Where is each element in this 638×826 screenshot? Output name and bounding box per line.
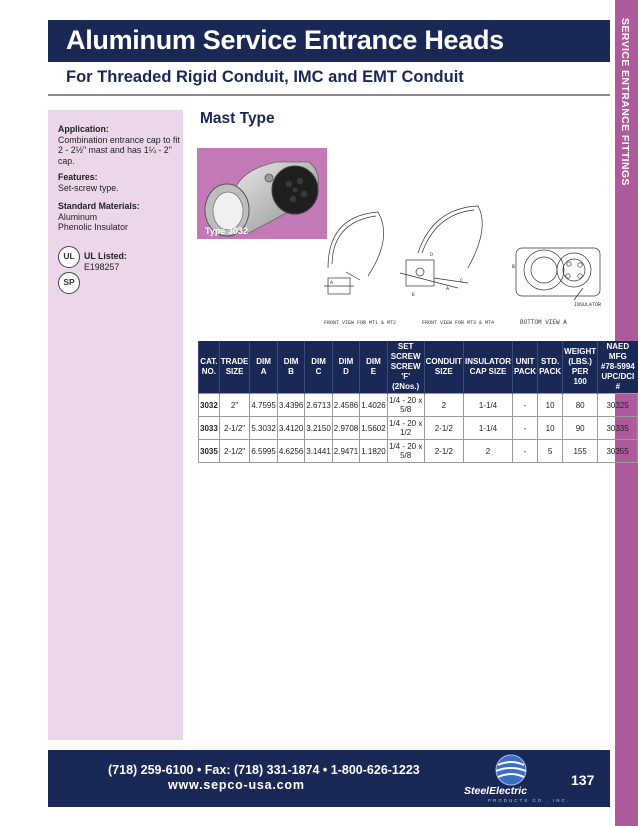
- table-cell: 2.9471: [332, 440, 359, 463]
- mark-c: C: [460, 278, 464, 284]
- steelelectric-logo-icon: [492, 753, 530, 787]
- column-header-line: TRADE: [220, 357, 249, 366]
- table-header-row: [199, 341, 638, 394]
- column-header-line: CONDUIT: [425, 357, 463, 366]
- footer-bar: [48, 750, 610, 807]
- table-cell: 2.9708: [332, 417, 359, 440]
- page-title: Aluminum Service Entrance Heads: [66, 25, 504, 55]
- column-header-line: D: [343, 367, 349, 376]
- column-header: [219, 341, 250, 394]
- table-cell: 1/4 - 20 x 1/2: [387, 417, 424, 440]
- mark-b: B: [512, 264, 516, 270]
- page-number: 137: [571, 772, 595, 788]
- table-cell: 1/4 - 20 x 5/8: [387, 440, 424, 463]
- spec-table: [198, 341, 638, 463]
- table-cell: 2-1/2: [424, 440, 463, 463]
- column-header-line: DIM: [283, 357, 299, 366]
- ul-block: [84, 251, 179, 272]
- column-header: [277, 341, 304, 394]
- table-cell: 2: [424, 394, 463, 417]
- column-header: [538, 341, 563, 394]
- column-header: [598, 341, 638, 394]
- column-header-line: SIZE: [225, 367, 244, 376]
- caption-front-1: FRONT VIEW FOR MT1 & MT2: [324, 320, 397, 326]
- column-header: [464, 341, 513, 394]
- column-header: [332, 341, 359, 394]
- table-cell: 155: [563, 440, 598, 463]
- mark-a-1: A: [330, 280, 334, 286]
- column-header-line: DIM: [366, 357, 381, 366]
- title-bar: [48, 20, 610, 62]
- application-heading: Application:: [58, 124, 109, 134]
- catalog-number-cell: 3035: [199, 440, 220, 463]
- table-cell: 3.1441: [305, 440, 332, 463]
- header-divider: [48, 94, 610, 96]
- table-cell: 1-1/4: [464, 417, 513, 440]
- materials-line-1: Aluminum: [58, 211, 98, 222]
- front-view-mt3-mt4: [400, 206, 482, 288]
- table-cell: 90: [563, 417, 598, 440]
- column-header-line: DIM: [311, 357, 326, 366]
- table-cell: 3.4120: [277, 417, 304, 440]
- column-header-line: INSULATOR: [465, 357, 511, 366]
- table-cell: 1.5602: [360, 417, 387, 440]
- insulator-label: INSULATOR: [574, 302, 602, 308]
- application-block: [58, 124, 180, 166]
- column-header-line: CAP SIZE: [469, 367, 507, 376]
- table-cell: 1.1820: [360, 440, 387, 463]
- table-cell: 4.7595: [250, 394, 277, 417]
- page-subtitle: For Threaded Rigid Conduit, IMC and EMT Conduit: [66, 68, 464, 86]
- table-cell: 3.4396: [277, 394, 304, 417]
- column-header-line: SET SCREW: [390, 342, 421, 361]
- ul-heading: UL Listed:: [84, 251, 127, 261]
- mark-e: E: [412, 292, 416, 298]
- catalog-number-cell: 3033: [199, 417, 220, 440]
- caption-bottom: BOTTOM VIEW A: [520, 319, 567, 326]
- table-row: [199, 394, 638, 417]
- table-cell: 2: [464, 440, 513, 463]
- column-header: [305, 341, 332, 394]
- table-cell: 2.4586: [332, 394, 359, 417]
- column-header-line: NO.: [201, 367, 217, 376]
- column-header: [512, 341, 537, 394]
- column-header: [250, 341, 277, 394]
- table-cell: 30325: [598, 394, 638, 417]
- table-cell: 6.5995: [250, 440, 277, 463]
- table-cell: 3.2150: [305, 417, 332, 440]
- column-header-line: WEIGHT: [564, 347, 597, 356]
- features-block: [58, 172, 180, 193]
- column-header-line: (LBS.): [568, 357, 592, 366]
- table-cell: -: [512, 417, 537, 440]
- column-header-line: PACK: [539, 367, 562, 376]
- table-cell: 10: [538, 417, 563, 440]
- column-header-line: UNIT: [515, 357, 535, 366]
- logo-subtext: PRODUCTS CO., INC.: [488, 798, 571, 803]
- catalog-number-cell: 3032: [199, 394, 220, 417]
- table-cell: 30355: [598, 440, 638, 463]
- technical-drawings: [318, 198, 608, 330]
- csa-mark-icon: SP: [58, 272, 80, 294]
- info-sidebar: [48, 110, 183, 740]
- table-cell: 80: [563, 394, 598, 417]
- table-cell: 5: [538, 440, 563, 463]
- column-header: [360, 341, 387, 394]
- caption-front-2: FRONT VIEW FOR MT3 & MT4: [422, 320, 495, 326]
- mark-a-2: A: [446, 286, 450, 292]
- table-cell: 1/4 - 20 x 5/8: [387, 394, 424, 417]
- features-text: Set-screw type.: [58, 182, 119, 193]
- table-cell: 2": [219, 394, 250, 417]
- table-cell: 4.6256: [277, 440, 304, 463]
- column-header: [563, 341, 598, 394]
- mark-d: D: [430, 252, 434, 258]
- column-header-line: STD.: [540, 357, 560, 366]
- column-header-line: E: [370, 367, 377, 376]
- table-cell: 1.4026: [360, 394, 387, 417]
- table-row: [199, 417, 638, 440]
- column-header-line: SCREW 'F': [390, 362, 421, 381]
- table-row: [199, 440, 638, 463]
- column-header-line: PACK: [513, 367, 537, 376]
- column-header-line: A: [260, 367, 267, 376]
- column-header-line: DIM: [256, 357, 271, 366]
- table-cell: 2-1/2: [424, 417, 463, 440]
- materials-line-2: Phenolic Insulator: [58, 222, 128, 232]
- table-cell: 10: [538, 394, 563, 417]
- website-link[interactable]: www.sepco-usa.com: [168, 778, 305, 792]
- column-header: [387, 341, 424, 394]
- column-header: [424, 341, 463, 394]
- bottom-view: [516, 248, 600, 300]
- materials-heading: Standard Materials:: [58, 201, 140, 211]
- column-header-line: UPC/DCI #: [601, 372, 635, 391]
- contact-phones: (718) 259-6100 • Fax: (718) 331-1874 • 1-800-626-1223: [108, 763, 420, 777]
- column-header-line: C: [315, 367, 322, 376]
- section-title: Mast Type: [200, 110, 275, 127]
- logo-wordmark: SteelElectric: [464, 785, 528, 797]
- table-cell: 2-1/2": [219, 440, 250, 463]
- column-header-line: #78-5994: [600, 362, 635, 371]
- table-cell: 1-1/4: [464, 394, 513, 417]
- ul-number: E198257: [84, 261, 120, 272]
- table-body: [199, 394, 638, 463]
- ul-listed-icon: UL: [58, 246, 80, 268]
- table-cell: -: [512, 394, 537, 417]
- features-heading: Features:: [58, 172, 98, 182]
- column-header-line: CAT.: [200, 357, 218, 366]
- table-cell: -: [512, 440, 537, 463]
- table-cell: 5.3032: [250, 417, 277, 440]
- side-tab-label: SERVICE ENTRANCE FITTINGS: [619, 18, 631, 186]
- table-cell: 30335: [598, 417, 638, 440]
- column-header-line: B: [288, 367, 294, 376]
- table-cell: 2.6713: [305, 394, 332, 417]
- column-header-line: DIM: [338, 357, 354, 366]
- photo-label: Type 3032: [205, 226, 248, 236]
- column-header: [199, 341, 220, 394]
- table-cell: 2-1/2": [219, 417, 250, 440]
- column-header-line: PER 100: [571, 367, 589, 386]
- column-header-line: SIZE: [434, 367, 453, 376]
- application-text: Combination entrance cap to fit 2 - 2½" mast and has 1¼ - 2" cap.: [58, 134, 180, 166]
- materials-block: [58, 201, 180, 233]
- column-header-line: NAED MFG: [606, 342, 630, 361]
- column-header-line: (2Nos.): [392, 382, 420, 391]
